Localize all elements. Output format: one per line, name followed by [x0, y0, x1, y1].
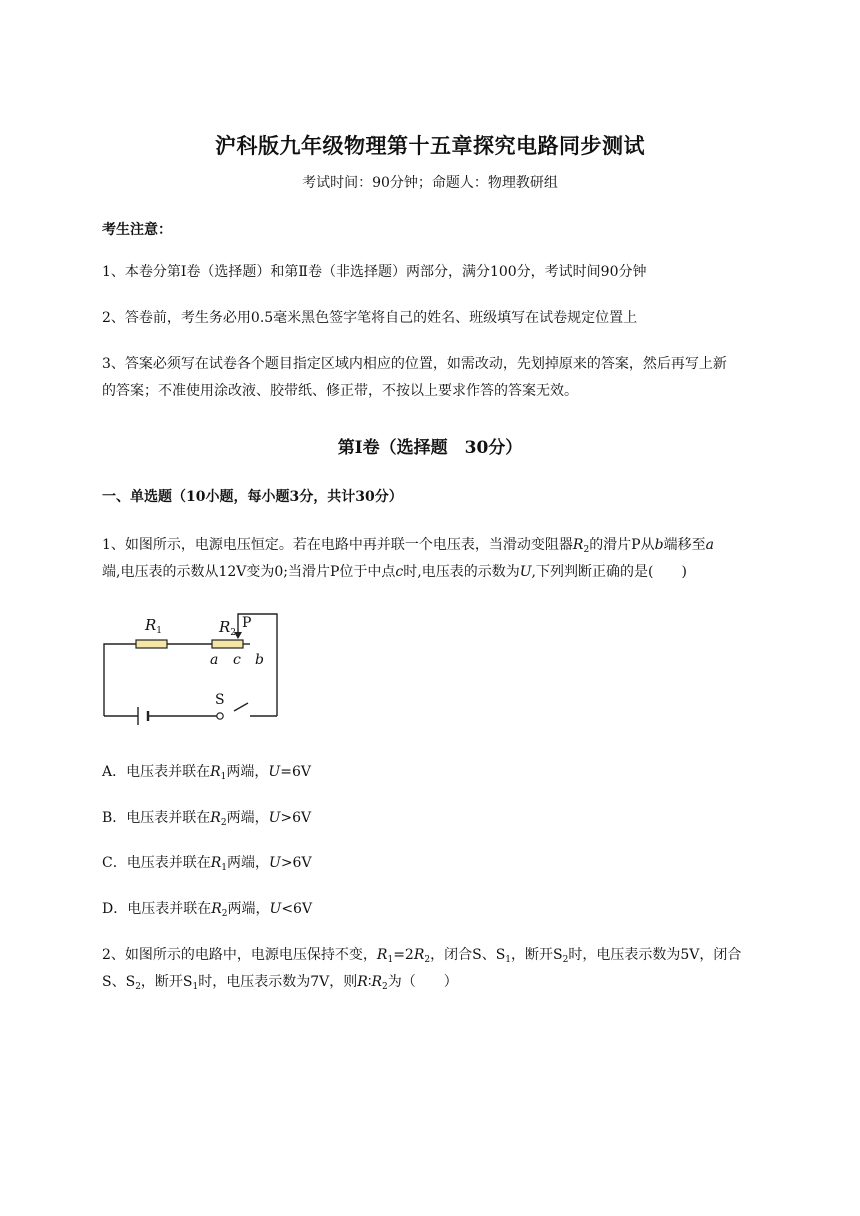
label-s: S [215, 692, 225, 708]
part-heading: 一、单选题（10小题，每小题3分，共计30分） [102, 489, 403, 505]
circuit-diagram [100, 608, 290, 728]
option-c[interactable]: C．电压表并联在$R_1$两端，U>6V [102, 855, 312, 873]
option-d[interactable]: D．电压表并联在$R_2$两端，U<6V [102, 901, 313, 919]
page-title: 沪科版九年级物理第十五章探究电路同步测试 [215, 133, 645, 158]
section-title: 第Ⅰ卷（选择题 30分） [337, 438, 523, 458]
notice-item-2: 2、答卷前，考生务必用0.5毫米黑色签字笔将自己的姓名、班级填写在试卷规定位置上 [102, 310, 638, 326]
question-1-line-1: 1、如图所示，电源电压恒定。若在电路中再并联一个电压表，当滑动变阻器$R_2$的滑片P从b端移至a [102, 537, 714, 555]
label-b: b [255, 652, 264, 668]
exam-info: 考试时间：90分钟；命题人：物理教研组 [302, 175, 558, 191]
label-c: c [233, 652, 241, 668]
resistor-r2-icon [212, 640, 243, 648]
label-r1: $R_1$ [145, 616, 163, 636]
resistor-r1-icon [136, 640, 167, 648]
notice-item-1: 1、本卷分第Ⅰ卷（选择题）和第Ⅱ卷（非选择题）两部分，满分100分，考试时间90分钟 [102, 264, 647, 280]
notice-heading: 考生注意： [102, 222, 172, 238]
question-1-line-2: 端,电压表的示数从12V变为0;当滑片P位于中点c时,电压表的示数为U,下列判断正确的是( ) [102, 564, 687, 580]
notice-item-3: 3、答案必须写在试卷各个题目指定区域内相应的位置，如需改动，先划掉原来的答案，然后再写上新 [102, 356, 727, 372]
battery-icon [138, 707, 148, 725]
option-a[interactable]: A．电压表并联在$R_1$两端，U=6V [102, 764, 311, 782]
label-r2: $R_2$ [219, 618, 237, 638]
switch-icon [217, 713, 223, 719]
notice-item-3-cont: 的答案；不准使用涂改液、胶带纸、修正带，不按以上要求作答的答案无效。 [102, 383, 578, 399]
question-2-line-1: 2、如图所示的电路中，电源电压保持不变，$R_1=2R_2$，闭合S、$S_1$，断开$S_2$时，电压表示数为5V，闭合 [102, 947, 742, 965]
label-p: P [242, 615, 252, 631]
question-2-line-2: S、$S_2$，断开$S_1$时，电压表示数为7V，则$R∶R_2$为（ ） [102, 974, 458, 992]
label-a: a [210, 652, 219, 668]
option-b[interactable]: B．电压表并联在$R_2$两端，U>6V [102, 810, 312, 828]
